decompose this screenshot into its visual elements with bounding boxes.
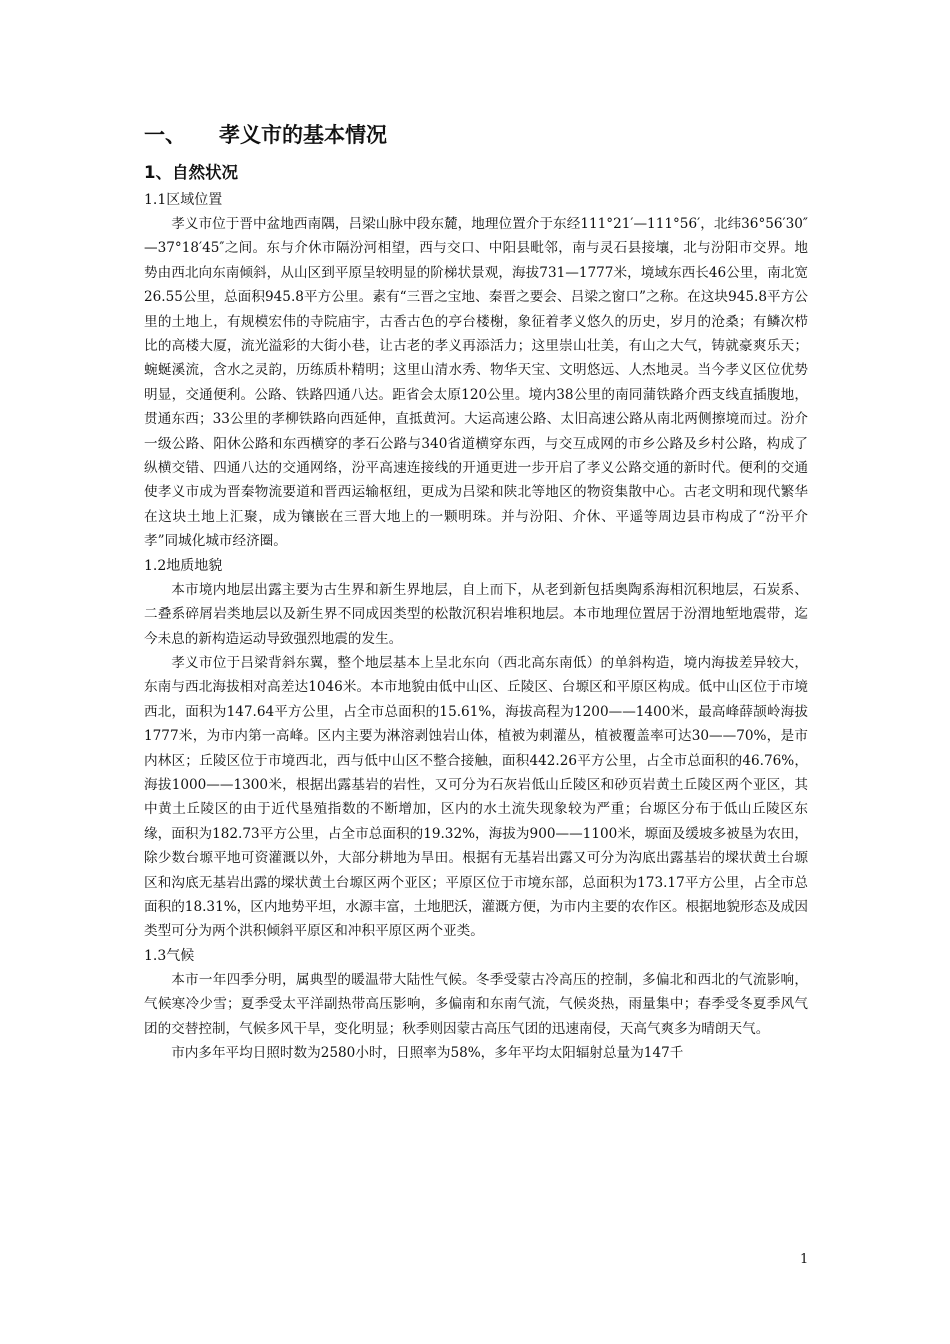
paragraph: 本市境内地层出露主要为古生界和新生界地层，自上而下，从老到新包括奥陶系海相沉积地层，石炭系、二叠系碎屑岩类地层以及新生界不同成因类型的松散沉积岩堆积地层。本市地理位置居于汾渭地堑地震带，迄今未息的新构造运动导致强烈地震的发生。 bbox=[144, 581, 808, 647]
chapter-number: 一、 bbox=[144, 123, 186, 147]
page-number: 1 bbox=[800, 1252, 809, 1267]
chapter-title: 孝义市的基本情况 bbox=[219, 123, 387, 147]
paragraph: 市内多年平均日照时数为2580小时，日照率为58%，多年平均太阳辐射总量为147千 bbox=[171, 1045, 684, 1061]
document-body bbox=[144, 118, 808, 1065]
subsection-title-geology: 1.2地质地貌 bbox=[144, 557, 223, 574]
paragraph: 孝义市位于晋中盆地西南隅，吕梁山脉中段东麓，地理位置介于东经111°21′—111°56′，北纬36°56′30″—37°18′45″之间。东与介休市隔汾河相望，西与交口、中阳县毗邻，南与灵石县接壤，北与汾阳市交界。地势由西北向东南倾斜，从山区到平原呈较明显的阶梯状景观，海拔731—1777米，境域东西长46公里，南北宽26.55公里，总面积945.8平方公里。素有“三晋之宝地、秦晋之要会、吕梁之窗口”之称。在这块945.8平方公里的土地上，有规模宏伟的寺院庙宇，古香古色的亭台楼榭，象征着孝义悠久的历史，岁月的沧桑；有鳞次栉比的高楼大厦，流光溢彩的大街小巷，让古老的孝义再添活力；这里崇山壮美，有山之大气，铸就豪爽乐天；蜿蜒溪流，含水之灵韵，历练质朴精明；这里山清水秀、物华天宝、文明悠远、人杰地灵。当今孝义区位优势明显，交通便利。公路、铁路四通八达。距省会太原120公里。境内38公里的南同蒲铁路介西支线直插腹地，贯通东西；33公里的孝柳铁路向西延伸，直抵黄河。大运高速公路、太旧高速公路从南北两侧擦境而过。汾介一级公路、阳休公路和东西横穿的孝石公路与340省道横穿东西，与交互成网的市乡公路及乡村公路，构成了纵横交错、四通八达的交通网络，汾平高速连接线的开通更进一步开启了孝义公路交通的新时代。便利的交通使孝义市成为晋秦物流要道和晋西运输枢纽，更成为吕梁和陕北等地区的物资集散中心。古老文明和现代繁华在这块土地上汇聚，成为镶嵌在三晋大地上的一颗明珠。并与汾阳、介休、平遥等周边县市构成了“汾平介孝”同城化城市经济圈。 bbox=[144, 216, 808, 550]
chapter-heading bbox=[144, 118, 808, 152]
section-heading: 1、自然状况 bbox=[144, 163, 238, 182]
paragraph: 孝义市位于吕梁背斜东翼，整个地层基本上呈北东向（西北高东南低）的单斜构造，境内海拔差异较大，东南与西北海拔相对高差达1046米。本市地貌由低中山区、丘陵区、台塬区和平原区构成。低中山区位于市境西北，面积为147.64平方公里，占全市总面积的15.61%，海拔高程为1200——1400米，最高峰薛颉岭海拔1777米，为市内第一高峰。区内主要为淋溶剥蚀岩山体，植被为刺灌丛，植被覆盖率可达30——70%，是市内林区；丘陵区位于市境西北，西与低中山区不整合接触，面积442.26平方公里，占全市总面积的46.76%，海拔1000——1300米，根据出露基岩的岩性，又可分为石灰岩低山丘陵区和砂页岩黄土丘陵区两个亚区，其中黄土丘陵区的由于近代垦殖指数的不断增加，区内的水土流失现象较为严重；台塬区分布于低山丘陵区东缘，面积为182.73平方公里，占全市总面积的19.32%，海拔为900——1100米，塬面及缓坡多被垦为农田，除少数台塬平地可资灌溉以外，大部分耕地为旱田。根据有无基岩出露又可分为沟底出露基岩的墚状黄土台塬区和沟底无基岩出露的墚状黄土台塬区两个亚区；平原区位于市境东部，总面积为173.17平方公里，占全市总面积的18.31%，区内地势平坦，水源丰富，土地肥沃，灌溉方便，为市内主要的农作区。根据地貌形态及成因类型可分为两个洪积倾斜平原区和冲积平原区两个亚类。 bbox=[144, 654, 808, 940]
subsection-title-climate: 1.3气候 bbox=[144, 947, 195, 964]
paragraph: 本市一年四季分明，属典型的暖温带大陆性气候。冬季受蒙古冷高压的控制，多偏北和西北的气流影响，气候寒冷少雪；夏季受太平洋副热带高压影响，多偏南和东南气流，气候炎热，雨量集中；春季受冬夏季风气团的交替控制，气候多风干旱，变化明显；秋季则因蒙古高压气团的迅速南侵，天高气爽多为晴朗天气。 bbox=[144, 971, 808, 1037]
subsection-title-location: 1.1区域位置 bbox=[144, 192, 223, 208]
